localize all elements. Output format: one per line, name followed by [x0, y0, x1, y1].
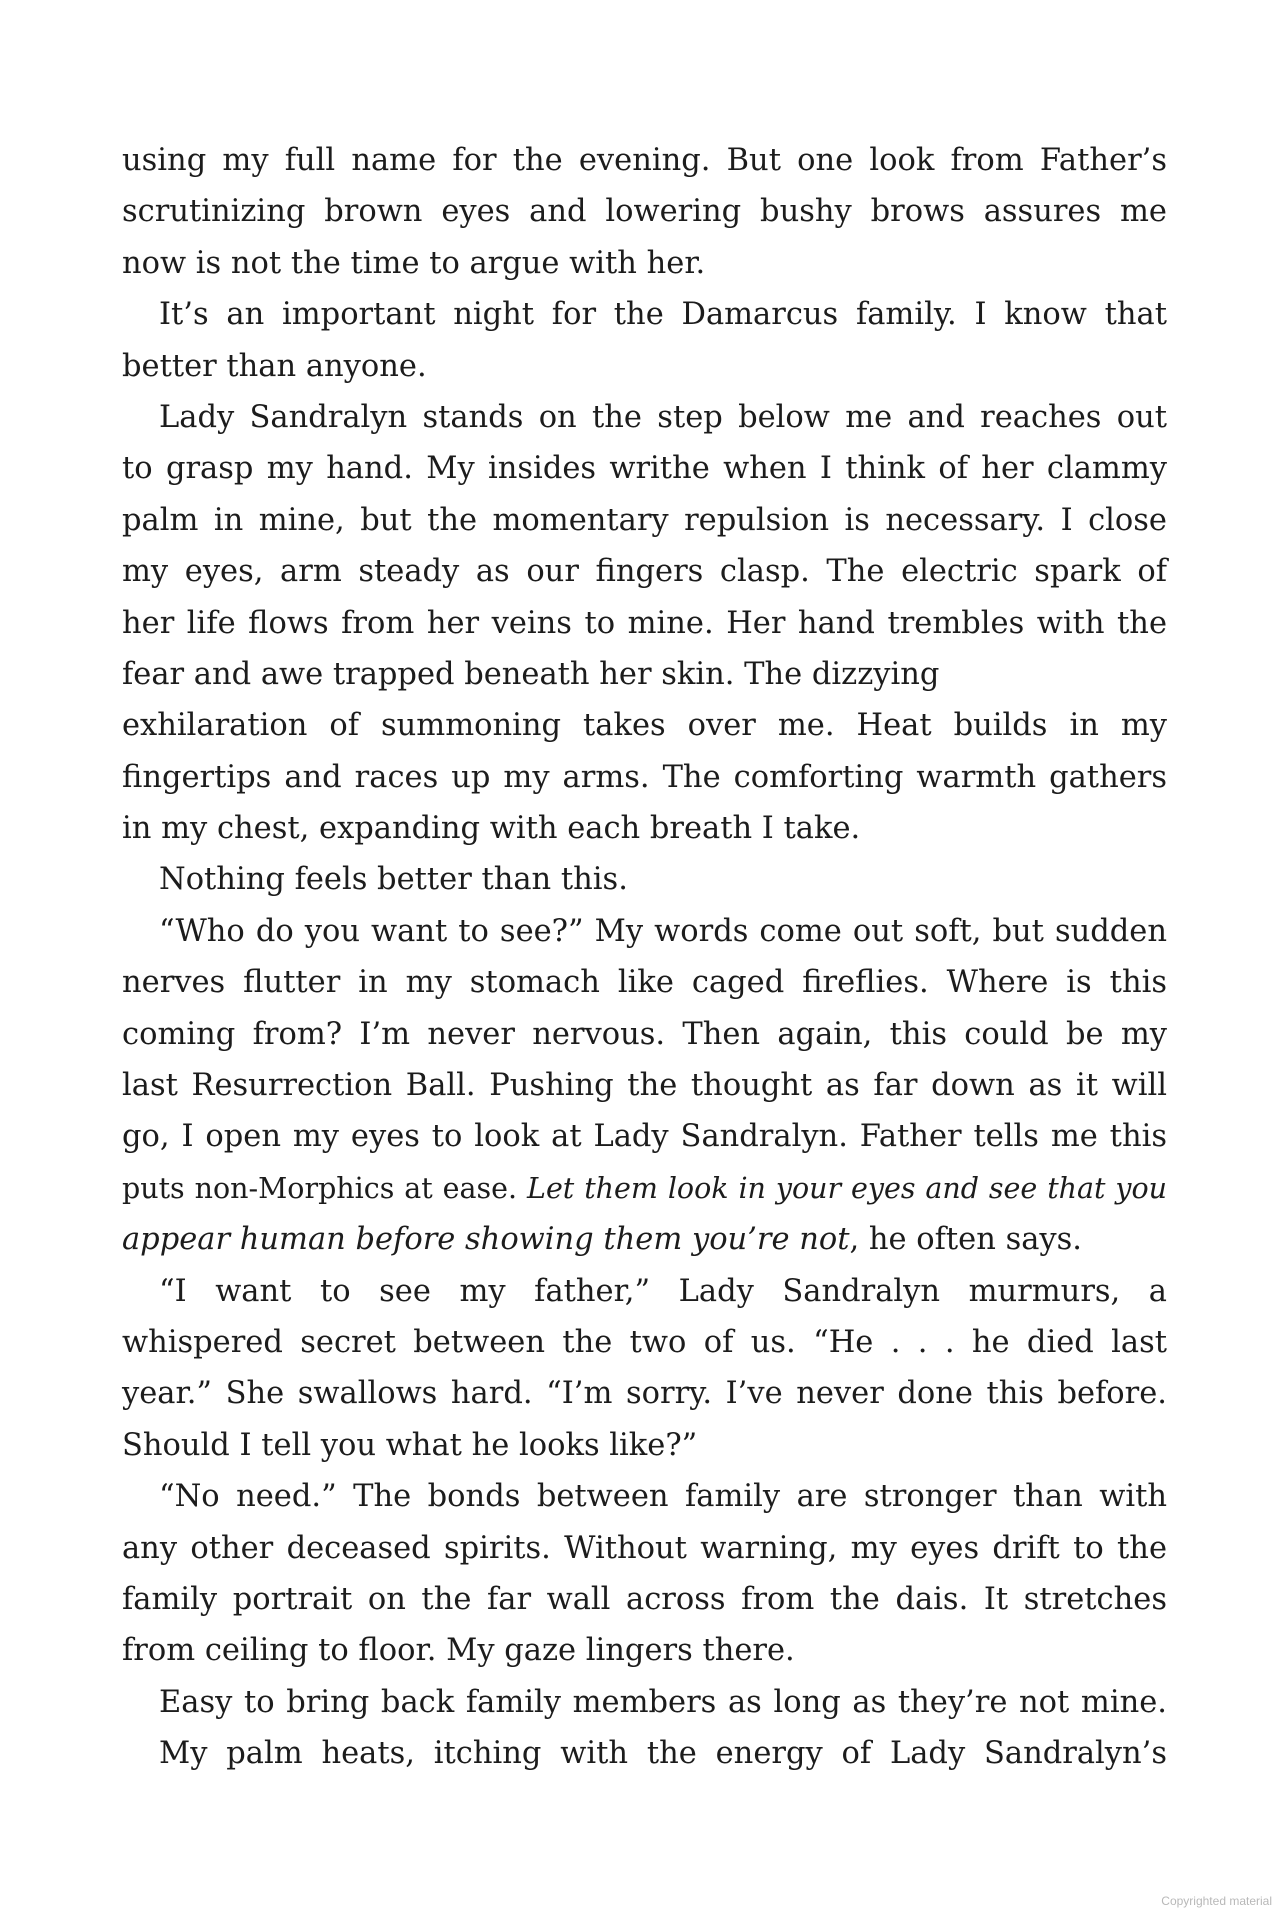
text-line: her life flows from her veins to mine. Her hand trembles with the: [122, 605, 1167, 641]
text-line: go, I open my eyes to look at Lady Sandralyn. Father tells me this: [122, 1119, 1167, 1155]
text-line: scrutinizing brown eyes and lowering bushy brows assures me: [122, 194, 1167, 230]
text-line: Should I tell you what he looks like?”: [122, 1427, 698, 1463]
text-line: whispered secret between the two of us. “He . . . he died last: [122, 1324, 1167, 1360]
text-line: from ceiling to floor. My gaze lingers there.: [122, 1633, 795, 1669]
italic-text-run: appear human before showing them you’re not: [122, 1222, 850, 1258]
text-line: [122, 1163, 1167, 1214]
text-line: using my full name for the evening. But one look from Father’s: [122, 143, 1167, 178]
italic-text-run: Let them look in your eyes and see that you: [527, 1171, 1167, 1205]
text-run: puts non-Morphics at ease.: [122, 1171, 528, 1205]
book-page-body: [122, 135, 1167, 1780]
text-line: exhilaration of summoning takes over me. Heat builds in my: [122, 708, 1167, 744]
text-line: my eyes, arm steady as our fingers clasp. The electric spark of: [122, 554, 1167, 590]
text-line: year.” She swallows hard. “I’m sorry. I’ve never done this before.: [122, 1376, 1167, 1412]
copyright-watermark: Copyrighted material: [1161, 1894, 1272, 1908]
text-line: fear and awe trapped beneath her skin. The dizzying: [122, 656, 940, 692]
text-line: coming from? I’m never nervous. Then again, this could be my: [122, 1016, 1167, 1052]
text-line: Nothing feels better than this.: [159, 862, 628, 898]
text-line: Lady Sandralyn stands on the step below me and reaches out: [159, 399, 1167, 435]
text-line: to grasp my hand. My insides writhe when I think of her clammy: [122, 451, 1167, 487]
text-line: in my chest, expanding with each breath I take.: [122, 811, 861, 847]
text-line: My palm heats, itching with the energy of Lady Sandralyn’s: [159, 1736, 1167, 1772]
text-line: Easy to bring back family members as long as they’re not mine.: [159, 1684, 1167, 1720]
text-line: “I want to see my father,” Lady Sandralyn murmurs, a: [159, 1273, 1167, 1309]
text-line: fingertips and races up my arms. The comforting warmth gathers: [122, 759, 1167, 795]
text-run: , he often says.: [849, 1222, 1082, 1258]
text-line: “No need.” The bonds between family are stronger than with: [159, 1479, 1167, 1515]
text-line: family portrait on the far wall across from the dais. It stretches: [122, 1581, 1167, 1617]
text-line: nerves flutter in my stomach like caged fireflies. Where is this: [122, 965, 1167, 1001]
text-line: now is not the time to argue with her.: [122, 245, 706, 281]
text-line: last Resurrection Ball. Pushing the thought as far down as it will: [122, 1068, 1167, 1104]
text-line: [122, 1214, 1167, 1265]
text-line: palm in mine, but the momentary repulsion is necessary. I close: [122, 502, 1167, 538]
text-line: better than anyone.: [122, 348, 427, 384]
text-line: any other deceased spirits. Without warning, my eyes drift to the: [122, 1530, 1167, 1566]
text-line: It’s an important night for the Damarcus family. I know that: [159, 297, 1167, 333]
text-line: “Who do you want to see?” My words come out soft, but sudden: [159, 913, 1167, 949]
